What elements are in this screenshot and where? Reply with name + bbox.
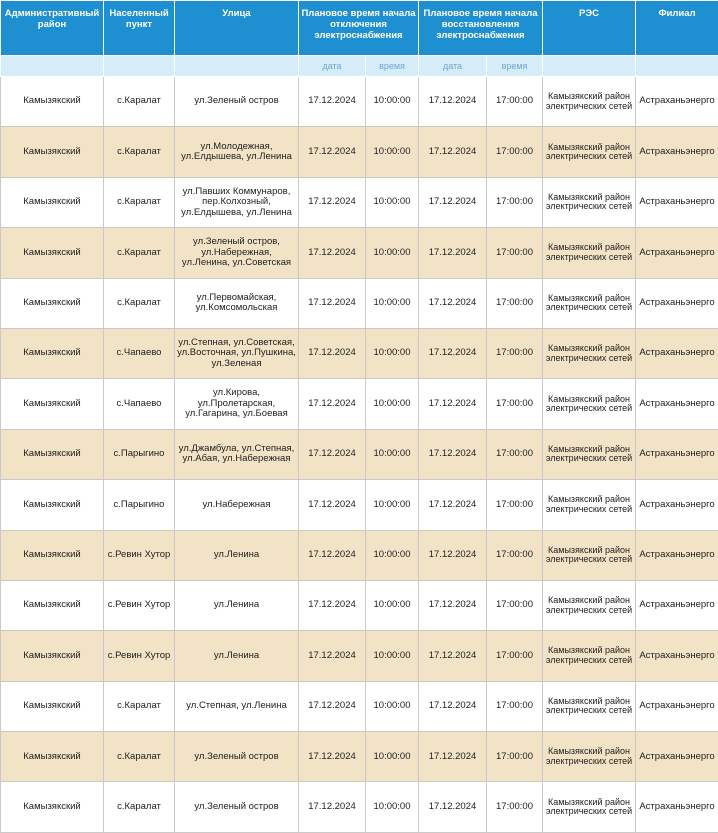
cell-off-date: 17.12.2024	[299, 228, 366, 278]
cell-street: ул.Первомайская, ул.Комсомольская	[175, 278, 299, 328]
cell-on-date: 17.12.2024	[419, 429, 487, 479]
cell-locality: с.Каралат	[104, 127, 175, 177]
cell-locality: с.Чапаево	[104, 379, 175, 429]
cell-off-date: 17.12.2024	[299, 177, 366, 227]
cell-district: Камызякский	[1, 580, 104, 630]
table-row	[1, 328, 718, 378]
cell-district: Камызякский	[1, 228, 104, 278]
cell-branch: Астраханьэнерго	[636, 177, 718, 227]
cell-branch: Астраханьэнерго	[636, 782, 718, 832]
cell-on-time: 17:00:00	[487, 782, 543, 832]
cell-off-time: 10:00:00	[366, 580, 419, 630]
cell-on-time: 17:00:00	[487, 631, 543, 681]
cell-res: Камызякский район электрических сетей	[543, 580, 636, 630]
cell-district: Камызякский	[1, 631, 104, 681]
cell-locality: с.Чапаево	[104, 328, 175, 378]
cell-off-time: 10:00:00	[366, 228, 419, 278]
subheader-row	[1, 56, 718, 77]
cell-off-date: 17.12.2024	[299, 77, 366, 127]
cell-street: ул.Ленина	[175, 530, 299, 580]
cell-res: Камызякский район электрических сетей	[543, 77, 636, 127]
cell-branch: Астраханьэнерго	[636, 278, 718, 328]
cell-branch: Астраханьэнерго	[636, 77, 718, 127]
cell-street: ул.Зеленый остров	[175, 732, 299, 782]
cell-locality: с.Парыгино	[104, 429, 175, 479]
header-off-start[interactable]: Плановое время начала отключения электроснабжения	[299, 1, 419, 56]
cell-locality: с.Парыгино	[104, 480, 175, 530]
cell-district: Камызякский	[1, 530, 104, 580]
subheader-empty	[175, 56, 299, 77]
cell-district: Камызякский	[1, 480, 104, 530]
cell-on-date: 17.12.2024	[419, 379, 487, 429]
cell-res: Камызякский район электрических сетей	[543, 379, 636, 429]
cell-district: Камызякский	[1, 177, 104, 227]
cell-off-date: 17.12.2024	[299, 379, 366, 429]
cell-locality: с.Каралат	[104, 732, 175, 782]
cell-locality: с.Каралат	[104, 681, 175, 731]
cell-on-time: 17:00:00	[487, 228, 543, 278]
cell-off-time: 10:00:00	[366, 782, 419, 832]
cell-off-time: 10:00:00	[366, 732, 419, 782]
cell-locality: с.Каралат	[104, 177, 175, 227]
cell-off-time: 10:00:00	[366, 631, 419, 681]
cell-on-date: 17.12.2024	[419, 681, 487, 731]
cell-branch: Астраханьэнерго	[636, 631, 718, 681]
cell-locality: с.Ревин Хутор	[104, 631, 175, 681]
cell-locality: с.Каралат	[104, 77, 175, 127]
cell-off-date: 17.12.2024	[299, 480, 366, 530]
cell-locality: с.Ревин Хутор	[104, 530, 175, 580]
subheader-empty	[104, 56, 175, 77]
cell-off-date: 17.12.2024	[299, 681, 366, 731]
cell-branch: Астраханьэнерго	[636, 530, 718, 580]
table-row	[1, 732, 718, 782]
cell-off-date: 17.12.2024	[299, 429, 366, 479]
cell-district: Камызякский	[1, 429, 104, 479]
header-locality[interactable]: Населенный пункт	[104, 1, 175, 56]
cell-street: ул.Зеленый остров	[175, 782, 299, 832]
cell-off-time: 10:00:00	[366, 127, 419, 177]
cell-street: ул.Павших Коммунаров, пер.Колхозный, ул.Елдышева, ул.Ленина	[175, 177, 299, 227]
cell-on-time: 17:00:00	[487, 278, 543, 328]
cell-res: Камызякский район электрических сетей	[543, 782, 636, 832]
cell-on-time: 17:00:00	[487, 480, 543, 530]
cell-res: Камызякский район электрических сетей	[543, 429, 636, 479]
cell-on-date: 17.12.2024	[419, 77, 487, 127]
cell-res: Камызякский район электрических сетей	[543, 328, 636, 378]
cell-locality: с.Каралат	[104, 278, 175, 328]
cell-on-time: 17:00:00	[487, 580, 543, 630]
table-row	[1, 228, 718, 278]
cell-district: Камызякский	[1, 681, 104, 731]
cell-on-time: 17:00:00	[487, 530, 543, 580]
cell-branch: Астраханьэнерго	[636, 580, 718, 630]
header-street[interactable]: Улица	[175, 1, 299, 56]
cell-off-date: 17.12.2024	[299, 732, 366, 782]
cell-street: ул.Кирова, ул.Пролетарская, ул.Гагарина, ул.Боевая	[175, 379, 299, 429]
cell-res: Камызякский район электрических сетей	[543, 278, 636, 328]
cell-street: ул.Степная, ул.Ленина	[175, 681, 299, 731]
header-restore-start[interactable]: Плановое время начала восстановления электроснабжения	[419, 1, 543, 56]
subheader-on-date: дата	[419, 56, 487, 77]
cell-off-time: 10:00:00	[366, 328, 419, 378]
cell-on-time: 17:00:00	[487, 732, 543, 782]
cell-on-time: 17:00:00	[487, 127, 543, 177]
cell-branch: Астраханьэнерго	[636, 429, 718, 479]
cell-on-date: 17.12.2024	[419, 328, 487, 378]
cell-on-time: 17:00:00	[487, 429, 543, 479]
cell-on-date: 17.12.2024	[419, 127, 487, 177]
subheader-off-time: время	[366, 56, 419, 77]
cell-off-time: 10:00:00	[366, 77, 419, 127]
cell-res: Камызякский район электрических сетей	[543, 127, 636, 177]
subheader-on-time: время	[487, 56, 543, 77]
cell-branch: Астраханьэнерго	[636, 732, 718, 782]
cell-off-time: 10:00:00	[366, 530, 419, 580]
cell-on-date: 17.12.2024	[419, 480, 487, 530]
subheader-empty	[543, 56, 636, 77]
table-row	[1, 580, 718, 630]
cell-on-time: 17:00:00	[487, 379, 543, 429]
cell-on-time: 17:00:00	[487, 77, 543, 127]
header-res[interactable]: РЭС	[543, 1, 636, 56]
cell-on-time: 17:00:00	[487, 328, 543, 378]
cell-street: ул.Джамбула, ул.Степная, ул.Абая, ул.Набережная	[175, 429, 299, 479]
cell-district: Камызякский	[1, 379, 104, 429]
header-district[interactable]: Административный район	[1, 1, 104, 56]
cell-street: ул.Молодежная, ул.Елдышева, ул.Ленина	[175, 127, 299, 177]
cell-locality: с.Каралат	[104, 228, 175, 278]
cell-district: Камызякский	[1, 328, 104, 378]
table-row	[1, 631, 718, 681]
cell-branch: Астраханьэнерго	[636, 379, 718, 429]
cell-on-date: 17.12.2024	[419, 278, 487, 328]
cell-res: Камызякский район электрических сетей	[543, 177, 636, 227]
cell-res: Камызякский район электрических сетей	[543, 681, 636, 731]
cell-branch: Астраханьэнерго	[636, 480, 718, 530]
subheader-off-date: дата	[299, 56, 366, 77]
cell-off-date: 17.12.2024	[299, 278, 366, 328]
cell-off-time: 10:00:00	[366, 278, 419, 328]
table-row	[1, 782, 718, 832]
table-row	[1, 278, 718, 328]
subheader-empty	[636, 56, 718, 77]
table-row	[1, 530, 718, 580]
cell-on-date: 17.12.2024	[419, 580, 487, 630]
subheader-empty	[1, 56, 104, 77]
cell-res: Камызякский район электрических сетей	[543, 228, 636, 278]
cell-on-date: 17.12.2024	[419, 631, 487, 681]
cell-district: Камызякский	[1, 77, 104, 127]
cell-off-date: 17.12.2024	[299, 328, 366, 378]
cell-off-time: 10:00:00	[366, 429, 419, 479]
table-body	[1, 77, 718, 833]
cell-on-date: 17.12.2024	[419, 732, 487, 782]
header-branch[interactable]: Филиал	[636, 1, 718, 56]
table-row	[1, 429, 718, 479]
cell-res: Камызякский район электрических сетей	[543, 480, 636, 530]
table-row	[1, 480, 718, 530]
cell-res: Камызякский район электрических сетей	[543, 631, 636, 681]
cell-res: Камызякский район электрических сетей	[543, 732, 636, 782]
table-row	[1, 77, 718, 127]
header-row	[1, 1, 718, 56]
cell-off-date: 17.12.2024	[299, 530, 366, 580]
cell-off-date: 17.12.2024	[299, 127, 366, 177]
cell-street: ул.Степная, ул.Советская, ул.Восточная, ул.Пушкина, ул.Зеленая	[175, 328, 299, 378]
cell-off-time: 10:00:00	[366, 480, 419, 530]
cell-branch: Астраханьэнерго	[636, 127, 718, 177]
cell-off-date: 17.12.2024	[299, 782, 366, 832]
cell-on-date: 17.12.2024	[419, 530, 487, 580]
cell-on-date: 17.12.2024	[419, 228, 487, 278]
cell-branch: Астраханьэнерго	[636, 228, 718, 278]
cell-on-date: 17.12.2024	[419, 177, 487, 227]
cell-locality: с.Каралат	[104, 782, 175, 832]
cell-district: Камызякский	[1, 782, 104, 832]
table-row	[1, 177, 718, 227]
cell-branch: Астраханьэнерго	[636, 328, 718, 378]
cell-street: ул.Ленина	[175, 631, 299, 681]
cell-off-time: 10:00:00	[366, 681, 419, 731]
cell-on-date: 17.12.2024	[419, 782, 487, 832]
cell-district: Камызякский	[1, 127, 104, 177]
cell-res: Камызякский район электрических сетей	[543, 530, 636, 580]
table-row	[1, 681, 718, 731]
cell-street: ул.Зеленый остров, ул.Набережная, ул.Ленина, ул.Советская	[175, 228, 299, 278]
cell-locality: с.Ревин Хутор	[104, 580, 175, 630]
cell-off-time: 10:00:00	[366, 177, 419, 227]
table-row	[1, 127, 718, 177]
cell-on-time: 17:00:00	[487, 681, 543, 731]
cell-street: ул.Зеленый остров	[175, 77, 299, 127]
cell-off-date: 17.12.2024	[299, 631, 366, 681]
cell-district: Камызякский	[1, 278, 104, 328]
cell-branch: Астраханьэнерго	[636, 681, 718, 731]
table-row	[1, 379, 718, 429]
cell-on-time: 17:00:00	[487, 177, 543, 227]
cell-off-time: 10:00:00	[366, 379, 419, 429]
cell-off-date: 17.12.2024	[299, 580, 366, 630]
cell-street: ул.Набережная	[175, 480, 299, 530]
cell-street: ул.Ленина	[175, 580, 299, 630]
cell-district: Камызякский	[1, 732, 104, 782]
